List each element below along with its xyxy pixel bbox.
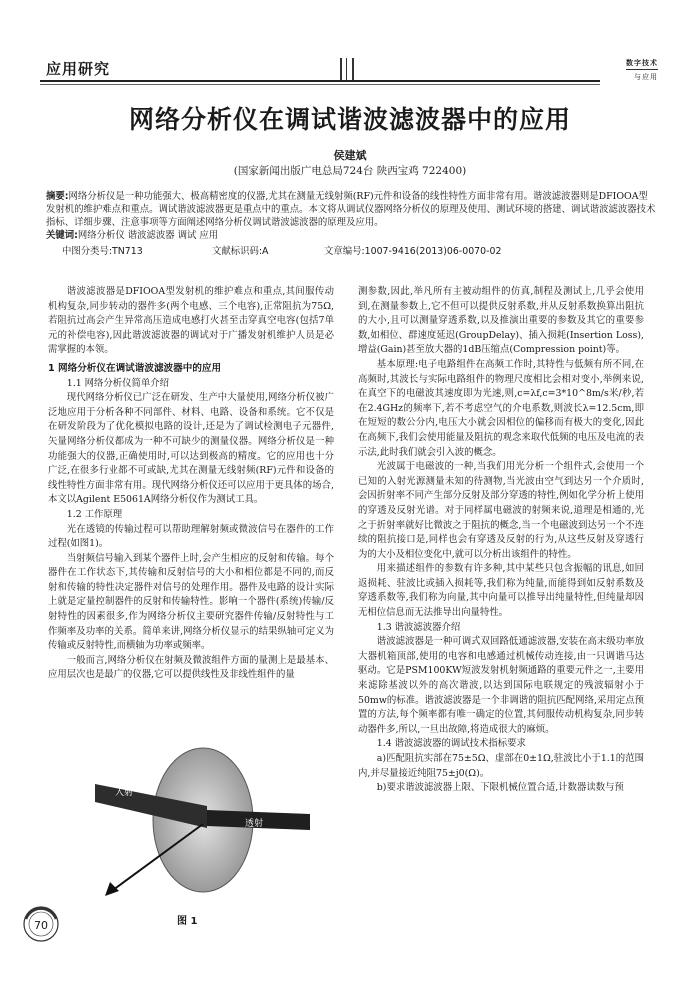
header-bar: [346, 58, 347, 80]
left-column: [48, 285, 334, 683]
transmitted-label: 透射: [245, 819, 264, 829]
paragraph: 当射频信号输入到某个器件上时,会产生相应的反射和传输。每个器件在工作状态下,其传输和反射信号的大小和相位都是不同的,而反射和传输的特性决定器件对信号的处理作用。器件及电路的设计实际上就是定量控制器件的反射和传输特性。影响一个器件(系统)传输/反射特性的因素很多,作为网络分析仪主要研究器件传输/反射特性与工作频率及功率的关系。简单来讲,网络分析仪显示的结果纵轴可定义为传输或反射特性,而横轴为功率或频率。: [48, 552, 334, 652]
subsection-heading: 1.4 谐波滤波器的调试技术指标要求: [376, 738, 526, 750]
paragraph: b)要求谐波滤波器上限、下限机械位置合适,计数器读数与预: [376, 782, 624, 794]
paragraph: 谐波滤波器是DFIOOA型发射机的维护难点和重点,其间服传动机构复杂,同步转动的器件多(两个电感、三个电容),正常阻抗为75Ω,若阻抗过高会产生异常高压造成电感打火甚至击穿真空电容(包括7单元的补偿电容),因此谐波滤波器的调试对于广播发射机维护人员是必需掌握的本领。: [48, 286, 334, 356]
figure-caption: 图 1: [177, 916, 198, 927]
paragraph: a)匹配阻抗实部在75±5Ω、虚部在0±1Ω,驻波比小于1.1的范围内,并尽量接近纯阻75±j0(Ω)。: [358, 753, 644, 779]
abstract-label: 摘要:: [46, 191, 69, 202]
journal-logo-top: 数字技术: [626, 58, 658, 70]
paragraph: 基本原理:电子电路组件在高频工作时,其特性与低频有所不同,在高频时,其波长与实际电路组件的物理尺度相比会相对变小,举例来说,在真空下的电磁波其速度即为光速,则,c=λf,c=3*10^8m/s米/秒,若在2.4GHz的频率下,若不考虑空气的介电系数,则波长λ=12.5cm,即在短短的数公分内,电压大小就会因相位的偏移而有极大的变化,因此在高频下,我们会使用能量及阻抗的观念来取代低频的电压及电流的表示法,此时我们就会引入波的概念。: [358, 358, 644, 458]
journal-logo: [606, 54, 658, 86]
page-number: 70: [34, 919, 48, 932]
abstract: [46, 190, 656, 242]
paragraph: 谐波滤波器是一种可调式双回路低通滤波器,安装在高末级功率放大器机箱顶部,使用的电容和电感通过机械传动连接,由一只调谐马达驱动。它是PSM100KW短波发射机射频通路的重要元件之一,主要用来滤除基波以外的高次谐波,以达到国际电联规定的残波辐射小于50mw的标准。谐波滤波器是一个非调谐的阻抗匹配网络,采用定点预置的方法,每个频率都有唯一确定的位置,其伺服传动机构复杂,同步转动器件多,所以,一旦出故障,将造成很大的麻烦。: [358, 636, 644, 735]
paragraph: 光在透镜的传输过程可以帮助理解射频或微波信号在器件的工作过程(如图1)。: [48, 523, 334, 550]
header-bar: [352, 58, 354, 80]
paragraph: 光波属于电磁波的一种,当我们用光分析一个组件式,会使用一个已知的入射光源测量未知的待测物,当光波由空气到达另一个介质时,会因折射率不同产生部分反射及部分穿透的特性,例如化学分析上使用的穿透及反射光谱。对于同样属电磁波的射频来说,道理是相通的,光之于折射率就好比微波之于阻抗的概念,当一个电磁波到达另一个不连续的阻抗接口是,同样也会有穿透及反射的行为,从这些反射及穿透行为的大小及相位变化中,就可以分析出该组件的特性。: [358, 461, 644, 560]
document-code: 文献标识码:A: [212, 246, 269, 257]
section-label: 应用研究: [46, 60, 111, 78]
section-heading: 1 网络分析仪在调试谐波滤波器中的应用: [48, 362, 222, 374]
page-number-badge: [23, 906, 59, 942]
paragraph: 一般而言,网络分析仪在射频及微波组件方面的量测上是最基本、应用层次也是最广的仪器,它可以提供线性及非线性组件的量: [48, 654, 334, 681]
reflected-arrowhead: [105, 882, 119, 896]
header-rule: [40, 84, 600, 85]
subsection-heading: 1.1 网络分析仪简单介绍: [66, 377, 170, 389]
incident-label: 入射: [115, 788, 134, 798]
keywords-label: 关键词:: [46, 230, 78, 241]
journal-logo-bottom: 与应用: [634, 73, 658, 81]
affiliation: (国家新闻出版广电总局724台 陕西宝鸡 722400): [233, 165, 467, 177]
figure-lens-diagram: [95, 740, 310, 900]
author: 侯建斌: [333, 149, 367, 162]
abstract-text: 网络分析仪是一种功能强大、极高精密度的仪器,尤其在测量无线射频(RF)元件和设备的线性特性方面非常有用。谐波滤波器则是DFIOOA型发射机的维护难点和重点。调试谐波滤波器更是重点中的重点。本文将从调试仪器网络分析仪的原理及使用、测试环境的搭建、调试谐波滤波器技术指标、详细步骤、注意事项等方面阐述网络分析仪调试谐波滤波器的原理及应用。: [46, 191, 656, 228]
article-number: 文章编号:1007-9416(2013)06-0070-02: [324, 246, 502, 257]
subsection-heading: 1.2 工作原理: [66, 508, 123, 520]
paragraph: 现代网络分析仪已广泛在研发、生产中大量使用,网络分析仪被广泛地应用于分析各种不同部件、材料、电路、设备和系统。它不仅是在研发阶段为了优化模拟电路的设计,还是为了调试检测电子元器件,矢量网络分析仪都成为一种不可缺少的测量仪器。网络分析仪是一种功能强大的仪器,正确使用时,可以达到极高的精度。它的应用也十分广泛,在很多行业都不可或缺,尤其在测量无线射频(RF)元件和设备的线性特性方面非常有用。现代网络分析仪还可以应用于更具体的场合,本文以Agilent E5061A网络分析仪作为测试工具。: [48, 392, 334, 506]
article-title: 网络分析仪在调试谐波滤波器中的应用: [128, 105, 571, 134]
paragraph: 测参数,因此,举凡所有主被动组件的仿真,制程及测试上,几乎会使用到,在测量参数上,它不但可以提供反射系数,并从反射系数换算出阻抗的大小,且可以测量穿透系数,以及推演出重要的参数及其它的重要参数,如相位、群速度延迟(GroupDelay)、插入损耗(Insertion Loss),增益(Gain)甚至放大器的1dB压缩点(Compression point)等。: [358, 286, 644, 356]
right-column: [358, 285, 644, 796]
subsection-heading: 1.3 谐波滤波器介绍: [376, 621, 461, 633]
keywords: 网络分析仪 谐波滤波器 调试 应用: [77, 230, 219, 241]
header-bar: [340, 58, 342, 80]
paragraph: 用来描述组件的参数有许多种,其中某些只包含振幅的讯息,如回返损耗、驻波比或插入损耗等,我们称为纯量,而能得到如反射系数及穿透系数等,我们称为向量,其中向量可以推导出纯量特性,但纯量却因无相位信息而无法推导出向量特性。: [358, 563, 644, 619]
header-rule: [40, 80, 600, 82]
clc-number: 中图分类号:TN713: [62, 246, 143, 257]
